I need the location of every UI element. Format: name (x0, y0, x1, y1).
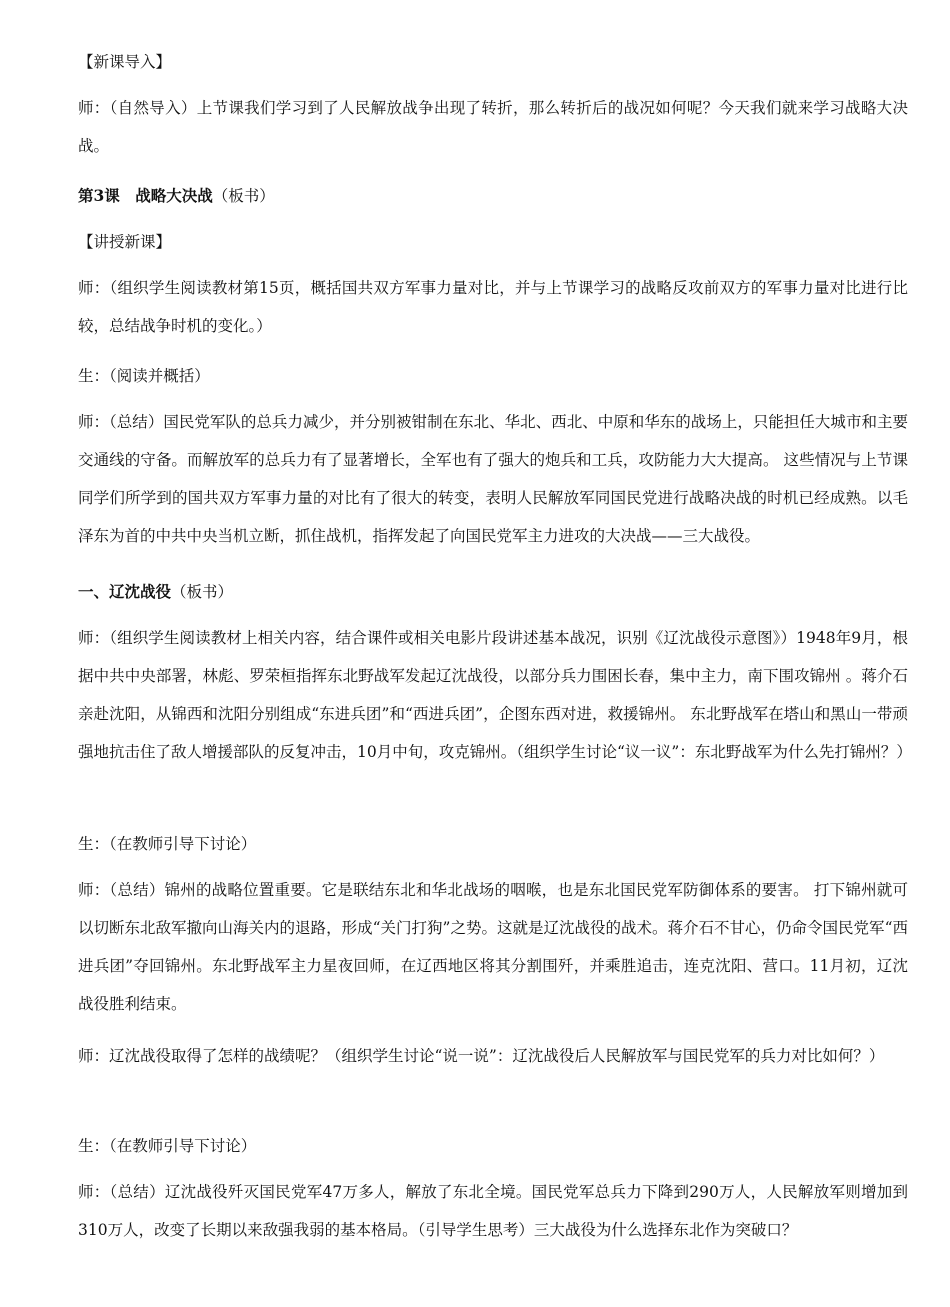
paragraph-student-1 (78, 357, 908, 395)
paragraph-text: 生：（在教师引导下讨论） (78, 1137, 257, 1155)
section-heading-liaoshen (78, 573, 908, 611)
section-title-note: （板书） (171, 583, 234, 601)
section-title-text: 一、辽沈战役 (78, 582, 172, 601)
paragraph-intro-teacher (78, 89, 908, 165)
paragraph-teacher-summary-2 (78, 871, 908, 1023)
paragraph-text: 师：（组织学生阅读教材第15页，概括国共双方军事力量对比，并与上节课学习的战略反攻前双方的军事力量对比进行比较，总结战争时机的变化。） (78, 279, 908, 335)
paragraph-teacher-summary-1 (78, 403, 908, 555)
paragraph-text: 师：（组织学生阅读教材上相关内容，结合课件或相关电影片段讲述基本战况，识别《辽沈战役示意图》）1948年9月，根据中共中央部署，林彪、罗荣桓指挥东北野战军发起辽沈战役，以部分兵力围困长春，集中主力，南下围攻锦州 。蒋介石亲赴沈阳，从锦西和沈阳分别组成“东进兵团”和“西进兵团”，企图东西对进，救援锦州。 东北野战军在塔山和黑山一带顽强地抗击住了敌人增援部队的反复冲击，10月中旬，攻克锦州。（组织学生讨论“议一议”：东北野战军为什么先打锦州？） (78, 629, 912, 761)
heading-text: 【讲授新课】 (78, 233, 172, 251)
paragraph-text: 师：（总结）辽沈战役歼灭国民党军47万多人，解放了东北全境。国民党军总兵力下降到290万人，人民解放军则增加到310万人，改变了长期以来敌强我弱的基本格局。（引导学生思考）三大战役为什么选择东北作为突破口？ (78, 1183, 908, 1239)
paragraph-text: 师：（总结）锦州的战略位置重要。它是联结东北和华北战场的咽喉，也是东北国民党军防御体系的要害。 打下锦州就可以切断东北敌军撤向山海关内的退路，形成“关门打狗”之势。这就是辽沈战役的战术。蒋介石不甘心，仍命令国民党军“西进兵团”夺回锦州。东北野战军主力星夜回师，在辽西地区将其分割围歼，并乘胜追击，连克沈阳、营口。11月初，辽沈战役胜利结束。 (78, 881, 908, 1013)
section-heading-teaching (78, 223, 908, 261)
lesson-title-text: 第3课 战略大决战 (78, 186, 213, 205)
paragraph-text: 师：（自然导入）上节课我们学习到了人民解放战争出现了转折，那么转折后的战况如何呢？今天我们就来学习战略大决战。 (78, 99, 908, 155)
paragraph-text: 生：（阅读并概括） (78, 367, 210, 385)
paragraph-teacher-summary-3 (78, 1173, 908, 1249)
lesson-title (78, 177, 908, 215)
heading-text: 【新课导入】 (78, 53, 172, 71)
section-heading-intro (78, 43, 908, 81)
paragraph-teacher-1 (78, 269, 908, 345)
lesson-title-note: （板书） (212, 187, 275, 205)
paragraph-student-2 (78, 825, 908, 863)
paragraph-text: 师：（总结）国民党军队的总兵力减少，并分别被钳制在东北、华北、西北、中原和华东的战场上，只能担任大城市和主要交通线的守备。而解放军的总兵力有了显著增长，全军也有了强大的炮兵和工兵，攻防能力大大提高。 这些情况与上节课同学们所学到的国共双方军事力量的对比有了很大的转变，表明人民解放军同国民党进行战略决战的时机已经成熟。以毛泽东为首的中共中央当机立断，抓住战机，指挥发起了向国民党军主力进攻的大决战——三大战役。 (78, 413, 908, 545)
paragraph-student-3 (78, 1127, 908, 1165)
paragraph-text: 师：辽沈战役取得了怎样的战绩呢？（组织学生讨论“说一说”：辽沈战役后人民解放军与国民党军的兵力对比如何？） (78, 1047, 885, 1065)
paragraph-text: 生：（在教师引导下讨论） (78, 835, 257, 853)
paragraph-teacher-2 (78, 619, 912, 771)
paragraph-teacher-3 (78, 1037, 908, 1075)
